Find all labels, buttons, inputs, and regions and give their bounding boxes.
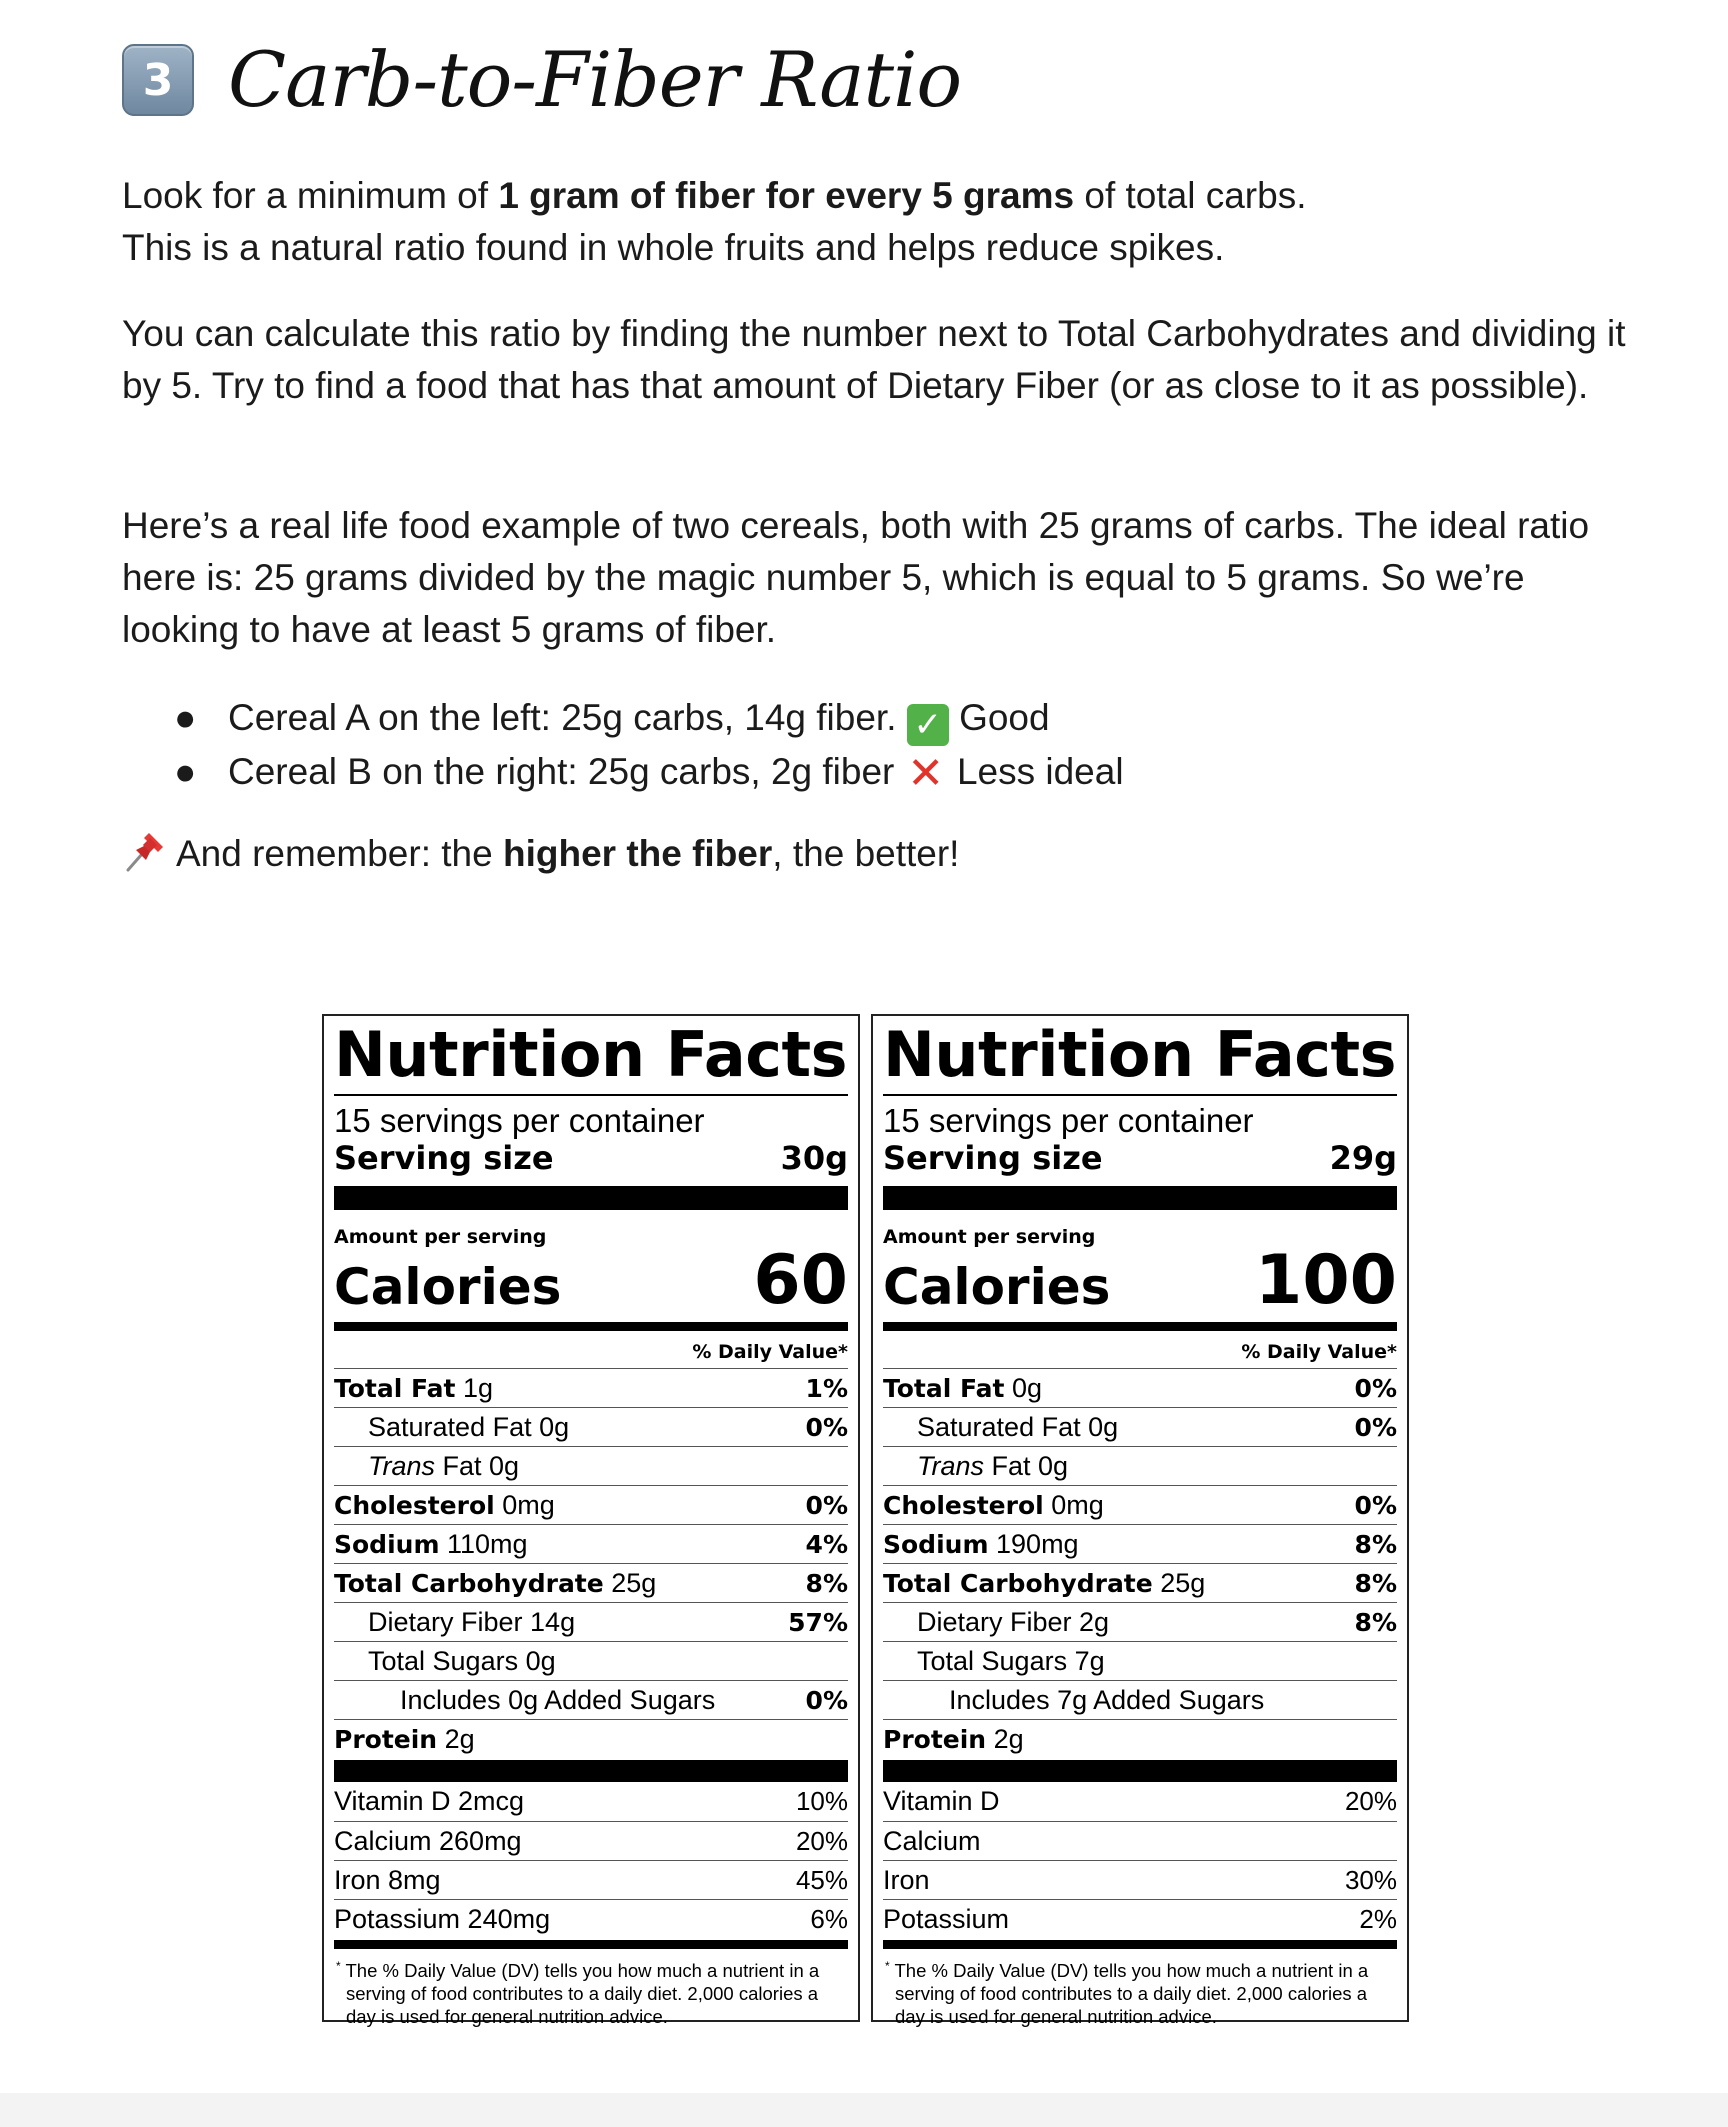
nutrient-dv: 0% — [1354, 1373, 1397, 1403]
row-calcium — [883, 1821, 1397, 1860]
row-saturated-fat — [334, 1407, 848, 1446]
nutrient-dv: 8% — [1354, 1529, 1397, 1559]
nutrient-dv: 8% — [1354, 1568, 1397, 1598]
nutrient-dv: 8% — [1354, 1607, 1397, 1637]
intro-paragraph-3 — [122, 500, 1642, 656]
calories-row — [883, 1241, 1397, 1320]
nutrient-name: Fat 0g — [435, 1450, 520, 1481]
nutrient-name: Vitamin D 2mcg — [334, 1786, 525, 1816]
nutrient-amount: 25g — [611, 1567, 657, 1598]
serving-size-label: Serving size — [883, 1139, 1103, 1177]
nutrient-amount: 0mg — [1051, 1489, 1104, 1520]
bullet-verdict: Good — [959, 697, 1050, 738]
intro-text: Look for a minimum of — [122, 175, 499, 216]
calories-label: Calories — [883, 1258, 1111, 1316]
nutrient-dv: 0% — [1354, 1412, 1397, 1442]
row-sodium — [883, 1524, 1397, 1563]
calories-value: 100 — [1255, 1241, 1397, 1320]
page-title: Carb-to-Fiber Ratio — [228, 35, 962, 124]
divider — [883, 1094, 1397, 1096]
nutrient-amount: 2g — [993, 1723, 1024, 1754]
nutrient-name-italic: Trans — [917, 1450, 985, 1481]
list-item — [122, 746, 1642, 798]
divider-thick — [883, 1186, 1397, 1210]
label-footnote: * The % Daily Value (DV) tells you how much a nutrient in a serving of food contributes to a daily diet. 2,000 calories a day is used for general nutrition advice. — [336, 1959, 820, 2028]
bullet-dot: ● — [174, 751, 197, 792]
nutrient-dv: 10% — [795, 1786, 848, 1816]
bullet-list — [122, 692, 1642, 798]
nutrient-dv: 4% — [805, 1529, 848, 1559]
divider-medium — [883, 1940, 1397, 1949]
divider-thick — [883, 1760, 1397, 1782]
row-potassium — [883, 1899, 1397, 1938]
reminder-line — [122, 828, 1642, 880]
paragraph-text: Here’s a real life food example of two cereals, both with 25 grams of carbs. The ideal ratio here is: 25 grams divided by the magic number 5, which is equal to 5 grams. So we’re looking to have at least 5 grams of fiber. — [122, 505, 1590, 650]
intro-line-2: This is a natural ratio found in whole fruits and helps reduce spikes. — [122, 227, 1225, 268]
nutrient-name: Total Carbohydrate — [883, 1568, 1153, 1598]
row-protein — [883, 1719, 1397, 1758]
pushpin-icon — [122, 828, 168, 874]
list-item — [122, 692, 1642, 746]
nutrient-name: Calcium 260mg — [334, 1825, 522, 1856]
nutrient-name: Protein — [883, 1724, 987, 1754]
row-protein — [334, 1719, 848, 1758]
row-vitamin-d — [883, 1782, 1397, 1821]
row-total-carbohydrate — [334, 1563, 848, 1602]
row-potassium — [334, 1899, 848, 1938]
row-added-sugars — [883, 1680, 1397, 1719]
row-trans-fat — [334, 1446, 848, 1485]
nutrient-dv: 0% — [805, 1490, 848, 1520]
nutrition-label-cereal-b — [871, 1014, 1409, 2028]
row-trans-fat — [883, 1446, 1397, 1485]
divider-thick — [334, 1760, 848, 1782]
intro-paragraph-1 — [122, 170, 1642, 274]
nutrient-name: Protein — [334, 1724, 438, 1754]
divider-thick — [334, 1186, 848, 1210]
bullet-dot: ● — [174, 697, 197, 738]
servings-per-container: 15 servings per container — [334, 1102, 705, 1139]
bullet-verdict: Less ideal — [956, 751, 1124, 792]
footnote-text: The % Daily Value (DV) tells you how much a nutrient in a serving of food contributes to a daily diet. 2,000 calories a day is used for general nutrition advice. — [345, 1960, 820, 2028]
serving-size-label: Serving size — [334, 1139, 554, 1177]
label-footnote: * The % Daily Value (DV) tells you how much a nutrient in a serving of food contributes to a daily diet. 2,000 calories a day is used for general nutrition advice. — [885, 1959, 1369, 2028]
row-total-sugars — [883, 1641, 1397, 1680]
intro-text-end: of total carbs. — [1074, 175, 1307, 216]
nutrient-name: Potassium 240mg — [334, 1903, 551, 1934]
calories-row — [334, 1241, 848, 1320]
servings-per-container: 15 servings per container — [883, 1102, 1254, 1139]
nutrient-amount: 110mg — [447, 1528, 528, 1559]
reminder-text: And remember: the — [176, 833, 503, 874]
label-title: Nutrition Facts — [883, 1018, 1397, 1091]
row-cholesterol — [883, 1485, 1397, 1524]
label-title: Nutrition Facts — [334, 1018, 848, 1091]
divider-medium — [334, 1940, 848, 1949]
row-total-sugars — [334, 1641, 848, 1680]
row-cholesterol — [334, 1485, 848, 1524]
amount-per-serving: Amount per serving — [334, 1226, 547, 1248]
nutrient-dv: 20% — [795, 1825, 848, 1856]
reminder-text-end: , the better! — [772, 833, 960, 874]
serving-size-row — [883, 1140, 1397, 1176]
nutrient-dv: 6% — [810, 1903, 848, 1934]
nutrient-amount: 1g — [462, 1372, 493, 1403]
nutrition-label-cereal-a — [322, 1014, 860, 2028]
nutrient-name: Cholesterol — [334, 1490, 495, 1520]
row-sodium — [334, 1524, 848, 1563]
nutrient-name: Vitamin D — [883, 1786, 1000, 1816]
nutrient-name: Saturated Fat 0g — [917, 1411, 1119, 1442]
check-icon: ✓ — [907, 704, 949, 746]
nutrient-amount: 190mg — [996, 1528, 1079, 1559]
nutrient-name: Includes 7g Added Sugars — [949, 1684, 1265, 1715]
intro-paragraph-2 — [122, 308, 1642, 412]
nutrient-dv: 0% — [805, 1685, 848, 1715]
calories-label: Calories — [334, 1258, 562, 1316]
daily-value-header: % Daily Value* — [1241, 1341, 1397, 1363]
nutrient-dv: 8% — [805, 1568, 848, 1598]
nutrient-name: Includes 0g Added Sugars — [400, 1684, 716, 1715]
amount-per-serving: Amount per serving — [883, 1226, 1096, 1248]
nutrient-dv: 1% — [805, 1373, 848, 1403]
row-saturated-fat — [883, 1407, 1397, 1446]
keycap-number-icon: 3 — [122, 44, 194, 116]
nutrient-name: Iron — [883, 1864, 930, 1895]
nutrient-amount: 0mg — [502, 1489, 555, 1520]
nutrient-dv: 45% — [795, 1864, 848, 1895]
divider-medium — [334, 1322, 848, 1331]
serving-size-value: 29g — [1329, 1139, 1397, 1177]
bullet-text: Cereal B on the right: 25g carbs, 2g fiber — [228, 751, 895, 792]
row-total-carbohydrate — [883, 1563, 1397, 1602]
nutrient-amount: 25g — [1160, 1567, 1206, 1598]
nutrient-name: Calcium — [883, 1825, 981, 1856]
nutrient-name: Dietary Fiber 14g — [368, 1606, 576, 1637]
nutrient-amount: 2g — [444, 1723, 475, 1754]
nutrient-name: Dietary Fiber 2g — [917, 1606, 1110, 1637]
nutrient-name: Total Fat — [883, 1373, 1005, 1403]
nutrient-amount: 0g — [1011, 1372, 1042, 1403]
row-dietary-fiber — [883, 1602, 1397, 1641]
row-calcium — [334, 1821, 848, 1860]
nutrient-name: Fat 0g — [984, 1450, 1069, 1481]
nutrient-name-italic: Trans — [368, 1450, 436, 1481]
reminder-emphasis: higher the fiber — [502, 833, 773, 874]
nutrient-name: Total Fat — [334, 1373, 456, 1403]
daily-value-header: % Daily Value* — [692, 1341, 848, 1363]
calories-value: 60 — [753, 1241, 848, 1320]
row-vitamin-d — [334, 1782, 848, 1821]
paragraph-text: You can calculate this ratio by finding the number next to Total Carbohydrates and dividing it by 5. Try to find a food that has that amount of Dietary Fiber (or as close to it as possible). — [122, 313, 1626, 406]
nutrient-dv: 20% — [1344, 1786, 1397, 1816]
row-total-fat — [334, 1368, 848, 1407]
divider-medium — [883, 1322, 1397, 1331]
divider — [334, 1094, 848, 1096]
cross-icon: ✕ — [907, 748, 945, 799]
nutrient-dv: 0% — [1354, 1490, 1397, 1520]
row-iron — [883, 1860, 1397, 1899]
nutrient-name: Sodium — [334, 1529, 440, 1559]
nutrient-name: Sodium — [883, 1529, 989, 1559]
serving-size-row — [334, 1140, 848, 1176]
nutrient-name: Iron 8mg — [334, 1864, 441, 1895]
nutrient-dv: 57% — [788, 1607, 848, 1637]
nutrient-name: Saturated Fat 0g — [368, 1411, 570, 1442]
nutrient-name: Cholesterol — [883, 1490, 1044, 1520]
intro-emphasis: 1 gram of fiber for every 5 grams — [498, 175, 1075, 216]
nutrient-dv: 2% — [1359, 1903, 1397, 1934]
footnote-text: The % Daily Value (DV) tells you how much a nutrient in a serving of food contributes to a daily diet. 2,000 calories a day is used for general nutrition advice. — [894, 1960, 1369, 2028]
nutrient-name: Total Carbohydrate — [334, 1568, 604, 1598]
bullet-text: Cereal A on the left: 25g carbs, 14g fiber. — [228, 697, 897, 738]
row-total-fat — [883, 1368, 1397, 1407]
nutrient-dv: 0% — [805, 1412, 848, 1442]
row-iron — [334, 1860, 848, 1899]
row-added-sugars — [334, 1680, 848, 1719]
serving-size-value: 30g — [780, 1139, 848, 1177]
section-heading — [122, 30, 961, 130]
nutrient-name: Total Sugars 7g — [917, 1645, 1105, 1676]
page-bottom-strip — [0, 2093, 1728, 2127]
nutrient-name: Total Sugars 0g — [368, 1645, 556, 1676]
row-dietary-fiber — [334, 1602, 848, 1641]
nutrient-name: Potassium — [883, 1903, 1010, 1934]
nutrient-dv: 30% — [1344, 1864, 1397, 1895]
